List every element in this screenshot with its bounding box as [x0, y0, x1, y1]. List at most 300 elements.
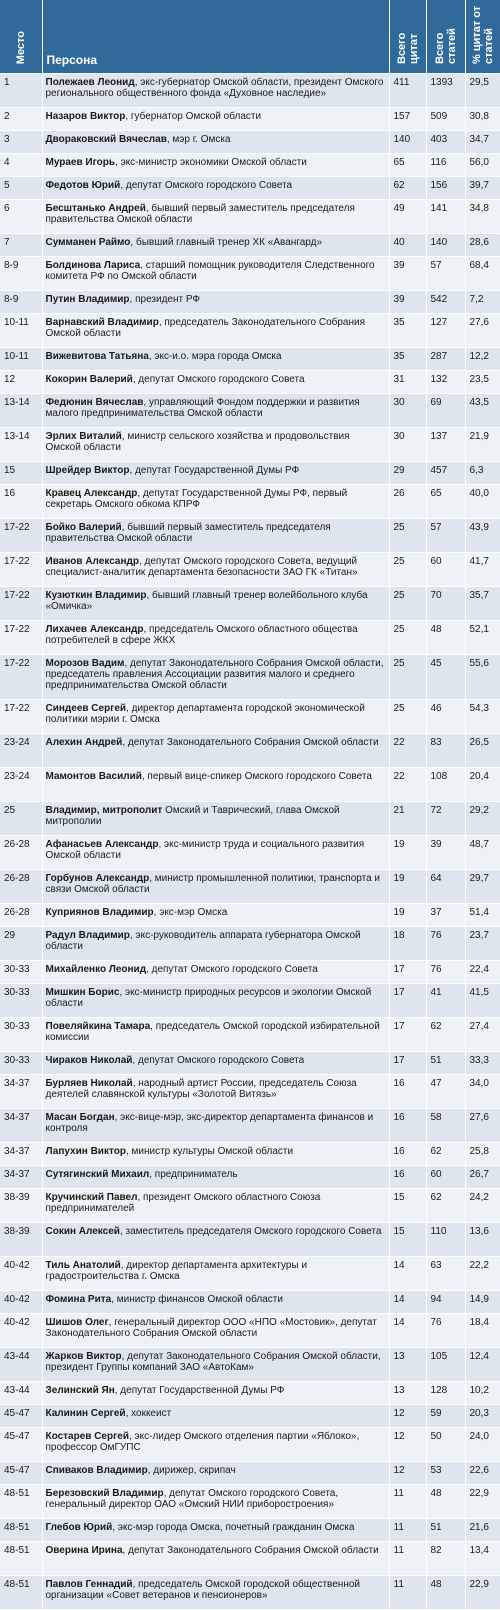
table-row [0, 1405, 500, 1428]
person-description: , хоккеист [125, 1408, 172, 1419]
quotes-cell: 14 [389, 1314, 426, 1348]
rank-cell: 10-11 [0, 314, 42, 348]
person-description: , экс-губернатор Омской области, президент Омского регионального общественного фонда «Духовное наследие» [45, 77, 384, 99]
percent-cell: 29,7 [465, 870, 500, 904]
person-description: , депутат Государственной Думы РФ, первый секретарь Омского обкома КПРФ [45, 488, 348, 510]
header-articles: Всего статей [426, 0, 465, 74]
rank-cell: 43-44 [0, 1348, 42, 1382]
table-row [0, 1314, 500, 1348]
rank-cell: 45-47 [0, 1405, 42, 1428]
person-name: Радул Владимир [45, 930, 130, 941]
person-description: , бывший главный тренер волейбольного клуба «Омичка» [45, 590, 368, 612]
table-row [0, 1109, 500, 1143]
person-name: Двораковский Вячеслав [45, 134, 167, 145]
quotes-cell: 25 [389, 519, 426, 553]
quotes-cell: 30 [389, 428, 426, 462]
rank-cell: 16 [0, 485, 42, 519]
articles-cell: 60 [426, 553, 465, 587]
person-name: Кравец Александр [45, 488, 138, 499]
articles-cell: 542 [426, 291, 465, 314]
person-cell [42, 1166, 389, 1189]
person-description: , депутат Законодательного Собрания Омской области [122, 737, 379, 748]
table-row [0, 154, 500, 177]
articles-cell: 57 [426, 257, 465, 291]
table-row [0, 1485, 500, 1519]
articles-cell: 62 [426, 1143, 465, 1166]
quotes-cell: 16 [389, 1109, 426, 1143]
person-description: , депутат Законодательного Собрания Омской области, президент Группы компаний ЗАО «АвтоКам» [45, 1351, 381, 1373]
articles-cell: 39 [426, 836, 465, 870]
person-description: , предприниматель [149, 1169, 238, 1180]
table-row [0, 836, 500, 870]
person-cell [42, 802, 389, 836]
percent-cell: 68,4 [465, 257, 500, 291]
person-description: , председатель Омской городской общественной организации «Совет ветеранов и пенсионеров» [45, 1579, 360, 1601]
rank-cell: 48-51 [0, 1485, 42, 1519]
percent-cell: 52,1 [465, 621, 500, 655]
table-row [0, 1257, 500, 1291]
person-description: , депутат Омского городского Совета, генеральный директор ОАО «Омский НИИ приборостроения» [45, 1488, 339, 1510]
person-description: , губернатор Омской области [125, 111, 262, 122]
rank-cell: 30-33 [0, 961, 42, 984]
quotes-cell: 16 [389, 1166, 426, 1189]
table-header [0, 0, 500, 74]
quotes-cell: 17 [389, 1018, 426, 1052]
percent-cell: 27,6 [465, 1109, 500, 1143]
percent-cell: 26,7 [465, 1166, 500, 1189]
person-name: Лапухин Виктор [45, 1146, 126, 1157]
articles-cell: 128 [426, 1382, 465, 1405]
person-name: Болдинова Лариса [45, 260, 141, 271]
table-row [0, 291, 500, 314]
quotes-cell: 49 [389, 200, 426, 234]
quotes-cell: 11 [389, 1519, 426, 1542]
person-description: , председатель Омской городской избирательной комиссии [45, 1021, 380, 1043]
percent-cell: 35,7 [465, 587, 500, 621]
percent-cell: 41,5 [465, 984, 500, 1018]
quotes-cell: 11 [389, 1542, 426, 1576]
rank-cell: 12 [0, 371, 42, 394]
person-cell [42, 154, 389, 177]
quotes-cell: 30 [389, 394, 426, 428]
person-cell [42, 553, 389, 587]
rank-cell: 30-33 [0, 984, 42, 1018]
quotes-cell: 17 [389, 1052, 426, 1075]
person-name: Чираков Николай [45, 1055, 133, 1066]
articles-cell: 141 [426, 200, 465, 234]
table-row [0, 1428, 500, 1462]
percent-cell: 27,6 [465, 314, 500, 348]
person-name: Фомина Рита [45, 1294, 112, 1305]
rank-cell: 5 [0, 177, 42, 200]
person-description: , министр финансов Омской области [111, 1294, 283, 1305]
person-cell [42, 1519, 389, 1542]
table-row [0, 1166, 500, 1189]
quotes-cell: 31 [389, 371, 426, 394]
percent-cell: 21,6 [465, 1519, 500, 1542]
table-row [0, 768, 500, 802]
person-cell [42, 927, 389, 961]
table-row [0, 1462, 500, 1485]
articles-cell: 58 [426, 1109, 465, 1143]
table-row [0, 1519, 500, 1542]
person-description: , президент РФ [129, 294, 201, 305]
rank-cell: 25 [0, 802, 42, 836]
quotes-cell: 157 [389, 108, 426, 131]
person-cell [42, 108, 389, 131]
person-name: Полежаев Леонид [45, 77, 135, 88]
person-cell [42, 1576, 389, 1610]
percent-cell: 22,2 [465, 1257, 500, 1291]
quotes-cell: 35 [389, 348, 426, 371]
percent-cell: 34,0 [465, 1075, 500, 1109]
quotes-cell: 29 [389, 462, 426, 485]
quotes-cell: 12 [389, 1405, 426, 1428]
quotes-cell: 65 [389, 154, 426, 177]
person-cell [42, 371, 389, 394]
quotes-cell: 19 [389, 836, 426, 870]
articles-cell: 72 [426, 802, 465, 836]
person-cell [42, 700, 389, 734]
percent-cell: 41,7 [465, 553, 500, 587]
person-description: , председатель Омского областного общества потребителей в сфере ЖКХ [45, 624, 358, 646]
person-name: Мураев Игорь [45, 157, 116, 168]
table-row [0, 587, 500, 621]
quotes-cell: 18 [389, 927, 426, 961]
quotes-cell: 39 [389, 257, 426, 291]
person-cell [42, 1382, 389, 1405]
person-cell [42, 1485, 389, 1519]
person-cell [42, 870, 389, 904]
person-cell [42, 428, 389, 462]
table-row [0, 462, 500, 485]
person-description: , экс-лидер Омского отделения партии «Яблоко», профессор ОмГУПС [45, 1431, 360, 1453]
quotes-cell: 15 [389, 1189, 426, 1223]
rank-cell: 17-22 [0, 655, 42, 700]
table-row [0, 700, 500, 734]
rank-cell: 48-51 [0, 1542, 42, 1576]
person-description: , министр сельского хозяйства и продовольствия Омской области [45, 431, 350, 453]
rank-cell: 15 [0, 462, 42, 485]
rank-cell: 45-47 [0, 1428, 42, 1462]
quotes-cell: 16 [389, 1075, 426, 1109]
quotes-cell: 11 [389, 1485, 426, 1519]
rank-cell: 17-22 [0, 519, 42, 553]
person-description: , экс-мэр Омска [153, 907, 228, 918]
person-description: , председатель Законодательного Собрания Омской области [45, 317, 366, 339]
header-row [0, 0, 500, 74]
person-name: Бесштанько Андрей [45, 203, 146, 214]
rank-cell: 2 [0, 108, 42, 131]
quotes-cell: 26 [389, 485, 426, 519]
articles-cell: 60 [426, 1166, 465, 1189]
table-row [0, 1291, 500, 1314]
person-name: Тиль Анатолий [45, 1260, 121, 1271]
header-rank: Место [0, 0, 42, 74]
articles-cell: 403 [426, 131, 465, 154]
rank-cell: 34-37 [0, 1109, 42, 1143]
person-name: Алехин Андрей [45, 737, 123, 748]
percent-cell: 55,6 [465, 655, 500, 700]
person-name: Мишкин Борис [45, 987, 120, 998]
person-name: Вижевитова Татьяна [45, 351, 149, 362]
quotes-cell: 140 [389, 131, 426, 154]
person-description: , бывший первый заместитель председателя правительства Омской области [45, 203, 355, 225]
table-row [0, 927, 500, 961]
articles-cell: 457 [426, 462, 465, 485]
percent-cell: 22,6 [465, 1462, 500, 1485]
table-row [0, 1348, 500, 1382]
person-description: , депутат Законодательного Собрания Омской области, председатель правления Ассоциации развития малого и среднего предпринимательства Омской области [45, 658, 384, 691]
table-row [0, 428, 500, 462]
person-cell [42, 1189, 389, 1223]
rank-cell: 3 [0, 131, 42, 154]
person-name: Иванов Александр [45, 556, 139, 567]
table-row [0, 108, 500, 131]
person-cell [42, 74, 389, 108]
quotes-cell: 13 [389, 1348, 426, 1382]
table-row [0, 1382, 500, 1405]
percent-cell: 39,7 [465, 177, 500, 200]
person-cell [42, 1075, 389, 1109]
articles-cell: 59 [426, 1405, 465, 1428]
person-cell [42, 1428, 389, 1462]
articles-cell: 509 [426, 108, 465, 131]
articles-cell: 37 [426, 904, 465, 927]
rank-cell: 26-28 [0, 904, 42, 927]
person-name: Костарев Сергей [45, 1431, 129, 1442]
person-cell [42, 1052, 389, 1075]
person-cell [42, 1143, 389, 1166]
person-description: , депутат Государственной Думы РФ [129, 465, 300, 476]
person-cell [42, 291, 389, 314]
person-description: , первый вице-спикер Омского городского Совета [141, 771, 372, 782]
table-row [0, 655, 500, 700]
rank-cell: 8-9 [0, 257, 42, 291]
quotes-cell: 13 [389, 1382, 426, 1405]
rank-cell: 40-42 [0, 1291, 42, 1314]
rank-cell: 26-28 [0, 870, 42, 904]
person-description: , заместитель председателя Омского городского Совета [119, 1226, 382, 1237]
person-cell [42, 1018, 389, 1052]
person-cell [42, 1109, 389, 1143]
articles-cell: 156 [426, 177, 465, 200]
rank-cell: 43-44 [0, 1382, 42, 1405]
person-cell [42, 257, 389, 291]
table-row [0, 904, 500, 927]
percent-cell: 6,3 [465, 462, 500, 485]
articles-cell: 1393 [426, 74, 465, 108]
table-row [0, 961, 500, 984]
percent-cell: 29,5 [465, 74, 500, 108]
quotes-cell: 16 [389, 1143, 426, 1166]
articles-cell: 76 [426, 1314, 465, 1348]
person-name: Федотов Юрий [45, 180, 121, 191]
articles-cell: 51 [426, 1519, 465, 1542]
person-description: , депутат Омского городского Совета [146, 964, 318, 975]
rank-cell: 40-42 [0, 1257, 42, 1291]
person-name: Горбунов Александр [45, 873, 150, 884]
percent-cell: 54,3 [465, 700, 500, 734]
quotes-cell: 25 [389, 700, 426, 734]
rank-cell: 8-9 [0, 291, 42, 314]
table-row [0, 394, 500, 428]
person-cell [42, 655, 389, 700]
percent-cell: 22,9 [465, 1576, 500, 1610]
person-name: Жарков Виктор [45, 1351, 122, 1362]
percent-cell: 28,6 [465, 234, 500, 257]
person-description: , президент Омского областного Союза предпринимателей [45, 1192, 321, 1214]
person-cell [42, 200, 389, 234]
person-cell [42, 1462, 389, 1485]
person-name: Сокин Алексей [45, 1226, 120, 1237]
percent-cell: 40,0 [465, 485, 500, 519]
person-cell [42, 485, 389, 519]
rank-cell: 48-51 [0, 1519, 42, 1542]
person-description: , министр культуры Омской области [125, 1146, 294, 1157]
person-name: Варнавский Владимир [45, 317, 159, 328]
percent-cell: 23,5 [465, 371, 500, 394]
person-cell [42, 519, 389, 553]
table-row [0, 1189, 500, 1223]
articles-cell: 127 [426, 314, 465, 348]
percent-cell: 24,0 [465, 1428, 500, 1462]
quotes-cell: 62 [389, 177, 426, 200]
person-description: , депутат Омского городского Совета [120, 180, 293, 191]
percent-cell: 12,4 [465, 1348, 500, 1382]
articles-cell: 82 [426, 1542, 465, 1576]
person-name: Назаров Виктор [45, 111, 126, 122]
person-name: Спиваков Владимир [45, 1465, 148, 1476]
quotes-cell: 12 [389, 1428, 426, 1462]
quotes-cell: 411 [389, 74, 426, 108]
person-name: Масан Богдан [45, 1112, 115, 1123]
percent-cell: 29,2 [465, 802, 500, 836]
person-cell [42, 734, 389, 768]
articles-cell: 62 [426, 1189, 465, 1223]
rank-cell: 34-37 [0, 1143, 42, 1166]
person-description: , директор департамента архитектуры и градостроительства г. Омска [45, 1260, 308, 1282]
percent-cell: 43,5 [465, 394, 500, 428]
articles-cell: 116 [426, 154, 465, 177]
person-cell [42, 1542, 389, 1576]
person-description: , депутат Государственной Думы РФ [114, 1385, 285, 1396]
person-description: , экс-и.о. мэра города Омска [148, 351, 282, 362]
articles-cell: 48 [426, 621, 465, 655]
articles-cell: 57 [426, 519, 465, 553]
rank-cell: 17-22 [0, 553, 42, 587]
person-name: Афанасьев Александр [45, 839, 159, 850]
articles-cell: 45 [426, 655, 465, 700]
person-cell [42, 1257, 389, 1291]
percent-cell: 24,2 [465, 1189, 500, 1223]
quotes-cell: 25 [389, 553, 426, 587]
table-row [0, 984, 500, 1018]
table-row [0, 621, 500, 655]
percent-cell: 26,5 [465, 734, 500, 768]
rank-cell: 48-51 [0, 1576, 42, 1610]
articles-cell: 65 [426, 485, 465, 519]
person-description: , бывший главный тренер ХК «Авангард» [130, 237, 323, 248]
person-name: Мамонтов Василий [45, 771, 142, 782]
rank-cell: 30-33 [0, 1018, 42, 1052]
person-cell [42, 984, 389, 1018]
person-cell [42, 1405, 389, 1428]
quotes-cell: 39 [389, 291, 426, 314]
person-name: Михайленко Леонид [45, 964, 147, 975]
table-row [0, 1542, 500, 1576]
articles-cell: 48 [426, 1576, 465, 1610]
table-row [0, 734, 500, 768]
person-name: Сумманен Раймо [45, 237, 131, 248]
person-description: , мэр г. Омска [166, 134, 231, 145]
rank-cell: 34-37 [0, 1075, 42, 1109]
articles-cell: 41 [426, 984, 465, 1018]
percent-cell: 56,0 [465, 154, 500, 177]
rank-cell: 29 [0, 927, 42, 961]
quotes-cell: 19 [389, 870, 426, 904]
person-cell [42, 131, 389, 154]
table-row [0, 1052, 500, 1075]
person-description: , управляющий Фондом поддержки и развития малого предпринимательства Омской области [45, 397, 360, 419]
percent-cell: 20,3 [465, 1405, 500, 1428]
person-name: Кокорин Валерий [45, 374, 133, 385]
percent-cell: 7,2 [465, 291, 500, 314]
percent-cell: 10,2 [465, 1382, 500, 1405]
person-description: , депутат Омского городского Совета [132, 374, 305, 385]
person-cell [42, 961, 389, 984]
rank-cell: 13-14 [0, 428, 42, 462]
table-row [0, 1223, 500, 1257]
person-cell [42, 904, 389, 927]
percent-cell: 34,7 [465, 131, 500, 154]
person-name: Федюнин Вячеслав [45, 397, 144, 408]
articles-cell: 83 [426, 734, 465, 768]
table-row [0, 200, 500, 234]
person-description: , экс-мэр города Омска, почетный гражданин Омска [112, 1522, 355, 1533]
percent-cell: 20,4 [465, 768, 500, 802]
quotes-cell: 19 [389, 904, 426, 927]
rank-cell: 23-24 [0, 768, 42, 802]
person-cell [42, 314, 389, 348]
articles-cell: 287 [426, 348, 465, 371]
person-name: Морозов Вадим [45, 658, 125, 669]
articles-cell: 69 [426, 394, 465, 428]
table-row [0, 177, 500, 200]
person-description: , экс-вице-мэр, экс-директор департамента финансов и контроля [45, 1112, 374, 1134]
rank-cell: 30-33 [0, 1052, 42, 1075]
person-description: , экс-руководитель аппарата губернатора Омской области [45, 930, 361, 952]
table-row [0, 1143, 500, 1166]
person-cell [42, 348, 389, 371]
percent-cell: 51,4 [465, 904, 500, 927]
articles-cell: 94 [426, 1291, 465, 1314]
percent-cell: 34,8 [465, 200, 500, 234]
rank-cell: 40-42 [0, 1314, 42, 1348]
table-row [0, 371, 500, 394]
person-cell [42, 1348, 389, 1382]
person-cell [42, 768, 389, 802]
rank-cell: 17-22 [0, 587, 42, 621]
person-name: Оверина Ирина [45, 1545, 123, 1556]
table-row [0, 485, 500, 519]
person-description: Омский и Таврический, глава Омской митрополии [45, 805, 340, 827]
rank-cell: 13-14 [0, 394, 42, 428]
person-cell [42, 234, 389, 257]
rank-cell: 45-47 [0, 1462, 42, 1485]
person-description: , депутат Омского городского Совета, ведущий специалист-аналитик департамента безопасности ЗАО ГК «Титан» [45, 556, 358, 578]
header-percent: % цитат от статей [465, 0, 500, 74]
